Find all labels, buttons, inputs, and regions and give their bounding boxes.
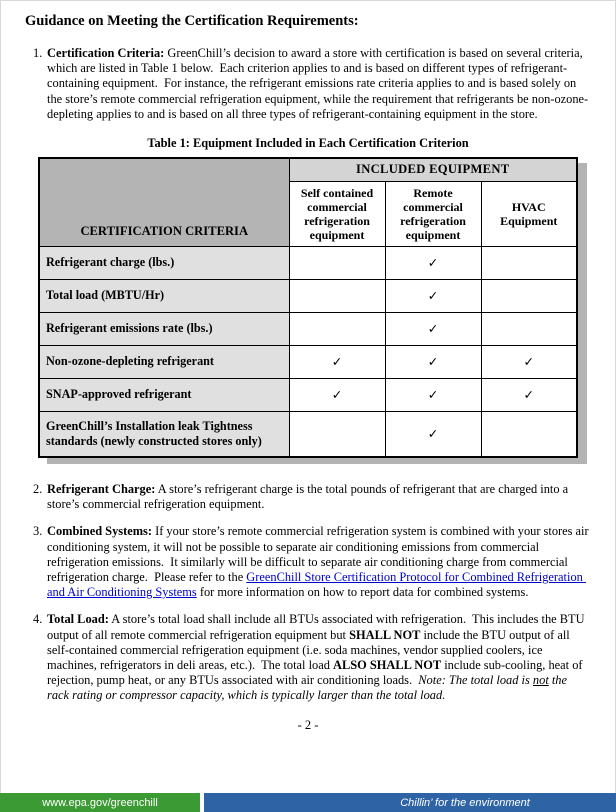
- check-cell: ✓: [385, 246, 481, 279]
- column-header-remote: Remote commercial refrigeration equipment: [385, 181, 481, 246]
- item-4-heading: Total Load:: [47, 612, 109, 627]
- table-row: [39, 246, 577, 279]
- certification-table: [38, 157, 578, 458]
- item-3-text: [47, 524, 591, 600]
- check-cell: [289, 411, 385, 457]
- item-1-body: GreenChill’s decision to award a store with certification is based on several criteria, which are listed in Table 1 below. Each criterion applies to and is based on different types of refrigerant-containing equipment. For instance, the refrigerant emissions rate criteria applies to and is based solely on the store’s remote commercial refrigeration equipment, while the requirement that refrigerants be non-ozone-depleting applies to and is based on all three types of refrigerant-containing equipment in the store.: [47, 46, 589, 121]
- row-label-total-load: Total load (MBTU/Hr): [39, 279, 289, 312]
- page-footer: [0, 793, 616, 812]
- check-cell: ✓: [385, 378, 481, 411]
- table-caption: Table 1: Equipment Included in Each Certification Criterion: [147, 136, 469, 151]
- item-2-heading: Refrigerant Charge:: [47, 482, 156, 497]
- check-cell: ✓: [385, 279, 481, 312]
- row-label-snap: SNAP-approved refrigerant: [39, 378, 289, 411]
- check-cell: [481, 312, 577, 345]
- check-cell: [481, 411, 577, 457]
- table-row: [39, 312, 577, 345]
- table-row: [39, 279, 577, 312]
- column-header-hvac: HVAC Equipment: [481, 181, 577, 246]
- item-4-also-shall-not: ALSO SHALL NOT: [333, 658, 442, 673]
- check-cell: ✓: [481, 345, 577, 378]
- item-4-number: 4.: [33, 612, 43, 627]
- item-4-shall-not: SHALL NOT: [349, 627, 421, 642]
- check-cell: [289, 279, 385, 312]
- row-label-non-ozone: Non-ozone-depleting refrigerant: [39, 345, 289, 378]
- check-cell: [481, 246, 577, 279]
- list-item-4: [25, 612, 591, 703]
- check-cell: ✓: [289, 345, 385, 378]
- criteria-header-cell: CERTIFICATION CRITERIA: [39, 158, 289, 246]
- row-label-emissions-rate: Refrigerant emissions rate (lbs.): [39, 312, 289, 345]
- table-row: [39, 411, 577, 457]
- row-label-refrigerant-charge: Refrigerant charge (lbs.): [39, 246, 289, 279]
- list-item-2: [25, 482, 591, 512]
- list-item-3: [25, 524, 591, 600]
- table-row: [39, 345, 577, 378]
- combined-protocol-link[interactable]: GreenChill Store Certification Protocol for Combined Refrigeration and Air Conditioning Systems: [47, 570, 586, 600]
- item-4-note-2: the rack rating or compressor capacity, which is typically larger than the total load.: [47, 673, 571, 703]
- footer-tagline: Chillin’ for the environment: [204, 793, 616, 812]
- item-4-body-1: A store’s total load shall include all BTUs associated with refrigeration. This includes the BTU output of all remote commercial refrigeration equipment but: [47, 612, 588, 642]
- check-cell: ✓: [385, 312, 481, 345]
- row-label-leak-tightness: GreenChill’s Installation leak Tightness standards (newly constructed stores only): [39, 411, 289, 457]
- table-row: [39, 378, 577, 411]
- item-2-body: A store’s refrigerant charge is the total pounds of refrigerant that are charged into a store’s commercial refrigeration equipment.: [47, 482, 572, 512]
- column-header-self-contained: Self contained commercial refrigeration equipment: [289, 181, 385, 246]
- item-2-text: [47, 482, 591, 512]
- item-3-body-2: for more information on how to report data for combined systems.: [196, 585, 529, 600]
- check-cell: [289, 246, 385, 279]
- check-cell: ✓: [289, 378, 385, 411]
- check-cell: [481, 279, 577, 312]
- list-item-1: [25, 46, 591, 122]
- item-3-number: 3.: [33, 524, 43, 539]
- item-4-note-underline: not: [532, 673, 549, 688]
- item-3-body-1: If your store’s remote commercial refrigeration system is combined with your stores air conditioning system, it will not be possible to separate air conditioning emissions from commercial refrigeration emissions. It similarly will be difficult to separate air conditioning charge from commercial refrigeration charge. Please refer to the: [47, 524, 592, 585]
- item-4-text: [47, 612, 591, 703]
- check-cell: [289, 312, 385, 345]
- check-cell: ✓: [385, 345, 481, 378]
- item-2-number: 2.: [33, 482, 43, 497]
- check-cell: ✓: [481, 378, 577, 411]
- item-4-body-3: include sub-cooling, heat of rejection, pump heat, or any BTUs associated with air conditioning loads.: [47, 658, 586, 688]
- item-1-heading: Certification Criteria:: [47, 46, 165, 60]
- table-group-header-row: [39, 158, 577, 181]
- item-1-text: [47, 46, 591, 122]
- page-title: Guidance on Meeting the Certification Requirements:: [25, 13, 359, 29]
- included-equipment-header: INCLUDED EQUIPMENT: [289, 158, 577, 181]
- item-1-number: 1.: [33, 46, 43, 60]
- check-cell: ✓: [385, 411, 481, 457]
- item-3-heading: Combined Systems:: [47, 524, 152, 539]
- page-number: - 2 -: [297, 717, 319, 732]
- footer-url: www.epa.gov/greenchill: [0, 793, 200, 812]
- item-4-body-2: include the BTU output of all self-contained commercial refrigeration equipment (i.e. soda machines, vendor supplied coolers, ice machines, refrigerators in deli areas, etc.). The total load: [47, 627, 573, 673]
- item-4-note-1: Note: The total load is: [418, 673, 533, 688]
